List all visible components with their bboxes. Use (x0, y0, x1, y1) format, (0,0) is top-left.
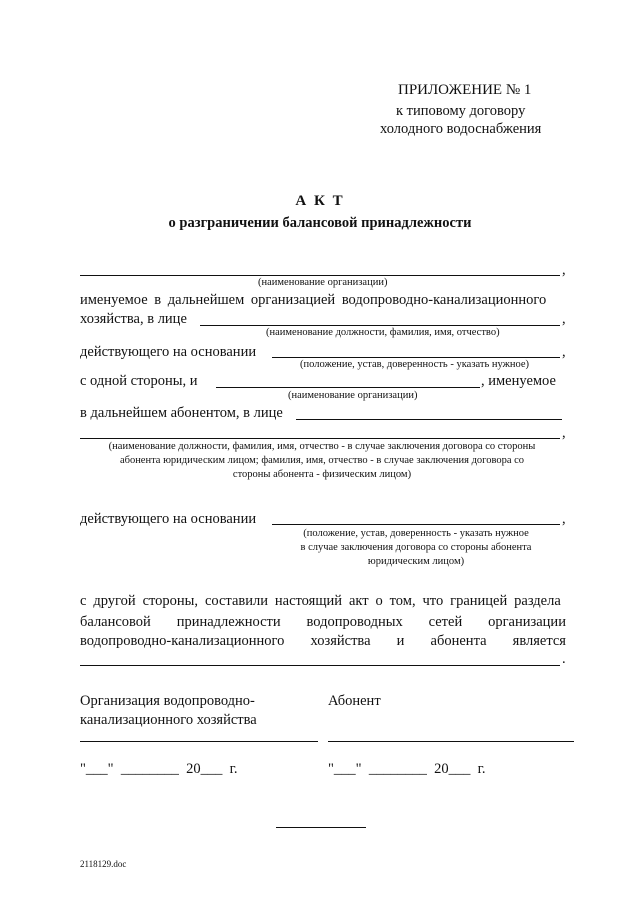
comma: , (562, 262, 566, 278)
boundary-line (80, 665, 560, 666)
comma: , (562, 344, 566, 360)
org-signature-label-1: Организация водопроводно- (80, 693, 255, 709)
subscriber-basis-caption-3: юридическим лицом) (367, 556, 465, 567)
comma: , (562, 511, 566, 527)
second-org-caption: (наименование организации) (288, 390, 418, 401)
body-line-1: с другой стороны, составили настоящий акт о том, что границей раздела (80, 593, 561, 609)
org-name-caption: (наименование организации) (258, 277, 388, 288)
representative-line (200, 325, 560, 326)
basis-line (272, 357, 560, 358)
period: . (562, 651, 566, 667)
word: и (396, 633, 405, 649)
subscriber-representative-line (296, 419, 562, 420)
org-signature-label-2: канализационного хозяйства (80, 712, 257, 728)
word: балансовой (80, 614, 151, 630)
one-side-prefix: с одной стороны, и (80, 373, 198, 389)
subscriber-basis-prefix: действующего на основании (80, 511, 257, 527)
org-signature-date: "___" ________ 20___ г. (80, 761, 238, 777)
appendix-line-2: к типовому договору (396, 103, 526, 119)
org-signature-line (80, 741, 318, 742)
subscriber-signature-date: "___" ________ 20___ г. (328, 761, 486, 777)
word: хозяйства (310, 633, 371, 649)
word: является (512, 633, 566, 649)
org-name-line (80, 275, 560, 276)
subscriber-prefix: в дальнейшем абонентом, в лице (80, 405, 283, 421)
subscriber-basis-caption-2: в случае заключения договора со стороны абонента (300, 542, 532, 553)
subscriber-signature-label: Абонент (328, 693, 381, 709)
document-id: 2118129.doc (80, 859, 127, 869)
subscriber-position-caption-3: стороны абонента - физическим лицом) (232, 469, 412, 480)
subscriber-position-caption-1: (наименование должности, фамилия, имя, отчество - в случае заключения договора со стороны (108, 441, 536, 452)
word: водопроводно-канализационного (80, 633, 285, 649)
subscriber-signature-line (328, 741, 574, 742)
subscriber-representative-line-2 (80, 438, 560, 439)
comma: , (562, 311, 566, 327)
word: организации (488, 614, 566, 630)
subscriber-basis-line (272, 524, 560, 525)
named-line: именуемое в дальнейшем организацией водопроводно-канализационного (80, 292, 547, 308)
economy-prefix: хозяйства, в лице (80, 311, 187, 327)
appendix-line-3: холодного водоснабжения (380, 121, 542, 137)
second-org-line (216, 387, 480, 388)
body-line-2 (80, 614, 566, 631)
appendix-title: ПРИЛОЖЕНИЕ № 1 (398, 82, 532, 98)
basis-caption: (положение, устав, доверенность - указать нужное) (300, 359, 530, 370)
act-subtitle: о разграничении балансовой принадлежности (168, 215, 472, 231)
subscriber-basis-caption-1: (положение, устав, доверенность - указать нужное (303, 528, 529, 539)
word: водопроводных (306, 614, 403, 630)
subscriber-position-caption-2: абонента юридическим лицом; фамилия, имя, отчество - в случае заключения договора со (119, 455, 525, 466)
named-suffix: , именуемое (481, 373, 556, 389)
position-caption: (наименование должности, фамилия, имя, отчество) (266, 327, 500, 338)
comma: , (562, 425, 566, 441)
body-line-3 (80, 633, 566, 650)
word: принадлежности (176, 614, 281, 630)
basis-prefix: действующего на основании (80, 344, 257, 360)
word: сетей (428, 614, 463, 630)
act-title: А К Т (295, 193, 345, 209)
closing-divider (276, 827, 366, 828)
word: абонента (430, 633, 487, 649)
